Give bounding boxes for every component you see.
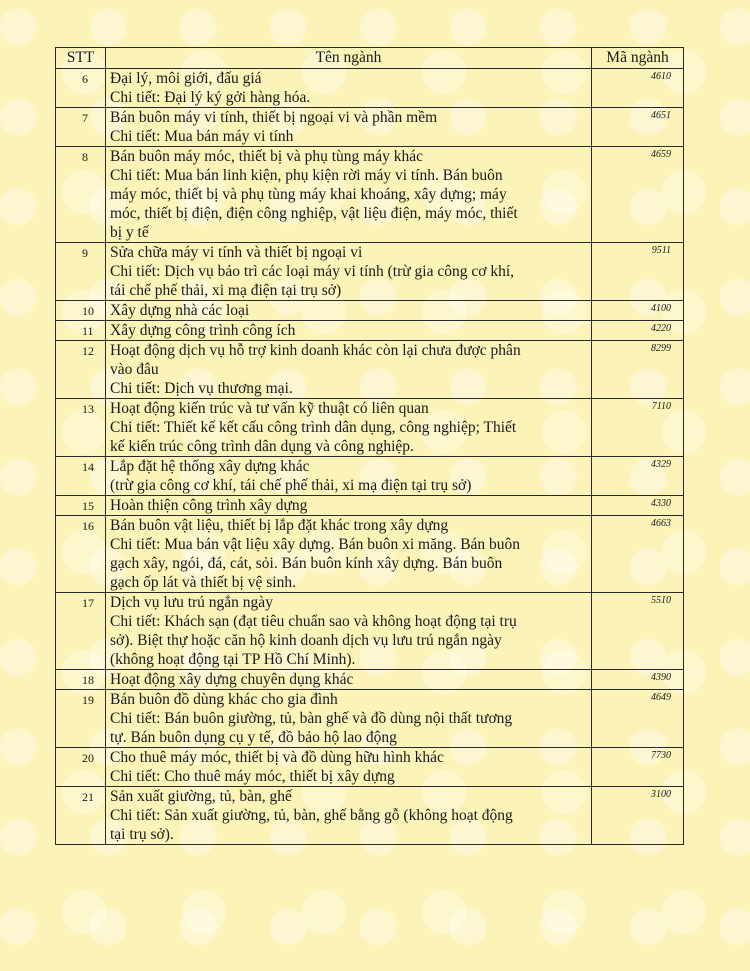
row-name-line: Chi tiết: Dịch vụ thương mại. xyxy=(110,380,293,397)
row-name-line: bị y tế xyxy=(110,224,149,241)
row-name-line: sở). Biệt thự hoặc căn hộ kinh doanh dịch vụ lưu trú ngắn ngày xyxy=(110,632,502,649)
row-name-line: Chi tiết: Mua bán máy vi tính xyxy=(110,128,294,145)
row-stt: 6 xyxy=(56,69,106,108)
row-name xyxy=(106,243,592,301)
row-code: 4659 xyxy=(592,147,684,243)
row-name-line: Bán buôn máy móc, thiết bị và phụ tùng máy khác xyxy=(110,148,423,165)
table-row xyxy=(56,516,684,593)
row-name-line: Chi tiết: Đại lý ký gởi hàng hóa. xyxy=(110,89,311,106)
row-code: 4220 xyxy=(592,321,684,341)
document-page xyxy=(55,47,683,845)
row-code: 4663 xyxy=(592,516,684,593)
row-name xyxy=(106,496,592,516)
row-name-line: Cho thuê máy móc, thiết bị và đồ dùng hữu hình khác xyxy=(110,749,444,766)
business-lines-table xyxy=(55,47,684,845)
row-name xyxy=(106,341,592,399)
row-name-line: Hoạt động dịch vụ hỗ trợ kinh doanh khác còn lại chưa được phân xyxy=(110,342,521,359)
row-code: 9511 xyxy=(592,243,684,301)
row-name-line: máy móc, thiết bị và phụ tùng máy khai khoáng, xây dựng; máy xyxy=(110,186,507,203)
row-name xyxy=(106,108,592,147)
row-name xyxy=(106,147,592,243)
row-code: 3100 xyxy=(592,787,684,845)
row-name-line: Chi tiết: Dịch vụ bảo trì các loại máy vi tính (trừ gia công cơ khí, xyxy=(110,263,514,280)
row-name xyxy=(106,69,592,108)
table-row xyxy=(56,496,684,516)
row-name-line: kế kiến trúc công trình dân dụng và công nghiệp. xyxy=(110,438,414,455)
row-stt: 8 xyxy=(56,147,106,243)
row-name-line: Chi tiết: Bán buôn giường, tủ, bàn ghế và đồ dùng nội thất tương xyxy=(110,710,513,727)
row-stt: 13 xyxy=(56,399,106,457)
table-row xyxy=(56,399,684,457)
row-name xyxy=(106,670,592,690)
table-row xyxy=(56,301,684,321)
row-name xyxy=(106,787,592,845)
row-name-line: Chi tiết: Sản xuất giường, tủ, bàn, ghế bằng gỗ (không hoạt động xyxy=(110,807,513,824)
row-name-line: Bán buôn đồ dùng khác cho gia đình xyxy=(110,691,338,708)
row-stt: 14 xyxy=(56,457,106,496)
row-stt: 7 xyxy=(56,108,106,147)
header-stt: STT xyxy=(56,48,106,69)
row-name xyxy=(106,748,592,787)
table-row xyxy=(56,341,684,399)
row-name-line: Chi tiết: Khách sạn (đạt tiêu chuẩn sao và không hoạt động tại trụ xyxy=(110,613,517,630)
table-row xyxy=(56,593,684,670)
row-stt: 15 xyxy=(56,496,106,516)
row-name-line: (không hoạt động tại TP Hồ Chí Minh). xyxy=(110,651,356,668)
row-code: 4390 xyxy=(592,670,684,690)
header-name: Tên ngành xyxy=(106,48,592,69)
table-row xyxy=(56,787,684,845)
row-name xyxy=(106,457,592,496)
row-name-line: Lắp đặt hệ thống xây dựng khác xyxy=(110,458,310,475)
row-name-line: Hoàn thiện công trình xây dựng xyxy=(110,497,308,514)
table-row xyxy=(56,457,684,496)
row-code: 4330 xyxy=(592,496,684,516)
row-name xyxy=(106,690,592,748)
row-name xyxy=(106,301,592,321)
table-row xyxy=(56,670,684,690)
row-name-line: Bán buôn máy vi tính, thiết bị ngoại vi và phần mềm xyxy=(110,109,438,126)
row-stt: 11 xyxy=(56,321,106,341)
row-stt: 10 xyxy=(56,301,106,321)
row-code: 4651 xyxy=(592,108,684,147)
row-name-line: Chi tiết: Thiết kế kết cấu công trình dân dụng, công nghiệp; Thiết xyxy=(110,419,517,436)
row-name-line: Sửa chữa máy vi tính và thiết bị ngoại vi xyxy=(110,244,363,261)
table-row xyxy=(56,243,684,301)
row-name-line: gạch xây, ngói, đá, cát, sỏi. Bán buôn kính xây dựng. Bán buôn xyxy=(110,555,503,572)
row-name-line: Dịch vụ lưu trú ngắn ngày xyxy=(110,594,273,611)
table-body xyxy=(56,69,684,845)
row-name-line: tự. Bán buôn dụng cụ y tế, đồ bảo hộ lao động xyxy=(110,729,397,746)
table-row xyxy=(56,321,684,341)
row-code: 5510 xyxy=(592,593,684,670)
row-name-line: Chi tiết: Cho thuê máy móc, thiết bị xây dựng xyxy=(110,768,395,785)
row-name-line: Sản xuất giường, tủ, bàn, ghế xyxy=(110,788,292,805)
header-code: Mã ngành xyxy=(592,48,684,69)
table-header-row xyxy=(56,48,684,69)
row-stt: 9 xyxy=(56,243,106,301)
row-code: 4610 xyxy=(592,69,684,108)
row-stt: 12 xyxy=(56,341,106,399)
table-row xyxy=(56,69,684,108)
row-name-line: Chi tiết: Mua bán vật liệu xây dựng. Bán buôn xi măng. Bán buôn xyxy=(110,536,521,553)
row-name-line: gạch ốp lát và thiết bị vệ sinh. xyxy=(110,574,296,591)
row-stt: 21 xyxy=(56,787,106,845)
row-name-line: Hoạt động kiến trúc và tư vấn kỹ thuật có liên quan xyxy=(110,400,429,417)
row-name xyxy=(106,321,592,341)
row-stt: 16 xyxy=(56,516,106,593)
table-row xyxy=(56,108,684,147)
row-code: 8299 xyxy=(592,341,684,399)
row-name-line: Đại lý, môi giới, đấu giá xyxy=(110,70,262,87)
row-code: 4649 xyxy=(592,690,684,748)
row-name-line: vào đâu xyxy=(110,361,159,378)
row-name-line: móc, thiết bị điện, điện công nghiệp, vật liệu điện, máy móc, thiết xyxy=(110,205,518,222)
row-name-line: Hoạt động xây dựng chuyên dụng khác xyxy=(110,671,354,688)
row-name xyxy=(106,516,592,593)
table-row xyxy=(56,147,684,243)
row-stt: 20 xyxy=(56,748,106,787)
row-name-line: tái chế phế thải, xi mạ điện tại trụ sở) xyxy=(110,282,342,299)
table-row xyxy=(56,690,684,748)
table-row xyxy=(56,748,684,787)
row-stt: 18 xyxy=(56,670,106,690)
row-name-line: Bán buôn vật liệu, thiết bị lắp đặt khác trong xây dựng xyxy=(110,517,449,534)
row-code: 4329 xyxy=(592,457,684,496)
row-name-line: Xây dựng nhà các loại xyxy=(110,302,250,319)
row-name xyxy=(106,593,592,670)
row-name-line: (trừ gia công cơ khí, tái chế phế thải, xi mạ điện tại trụ sở) xyxy=(110,477,472,494)
row-name-line: Chi tiết: Mua bán linh kiện, phụ kiện rời máy vi tính. Bán buôn xyxy=(110,167,503,184)
row-code: 7730 xyxy=(592,748,684,787)
row-stt: 19 xyxy=(56,690,106,748)
row-code: 7110 xyxy=(592,399,684,457)
row-name-line: tại trụ sở). xyxy=(110,826,174,843)
row-stt: 17 xyxy=(56,593,106,670)
row-name xyxy=(106,399,592,457)
row-code: 4100 xyxy=(592,301,684,321)
row-name-line: Xây dựng công trình công ích xyxy=(110,322,296,339)
